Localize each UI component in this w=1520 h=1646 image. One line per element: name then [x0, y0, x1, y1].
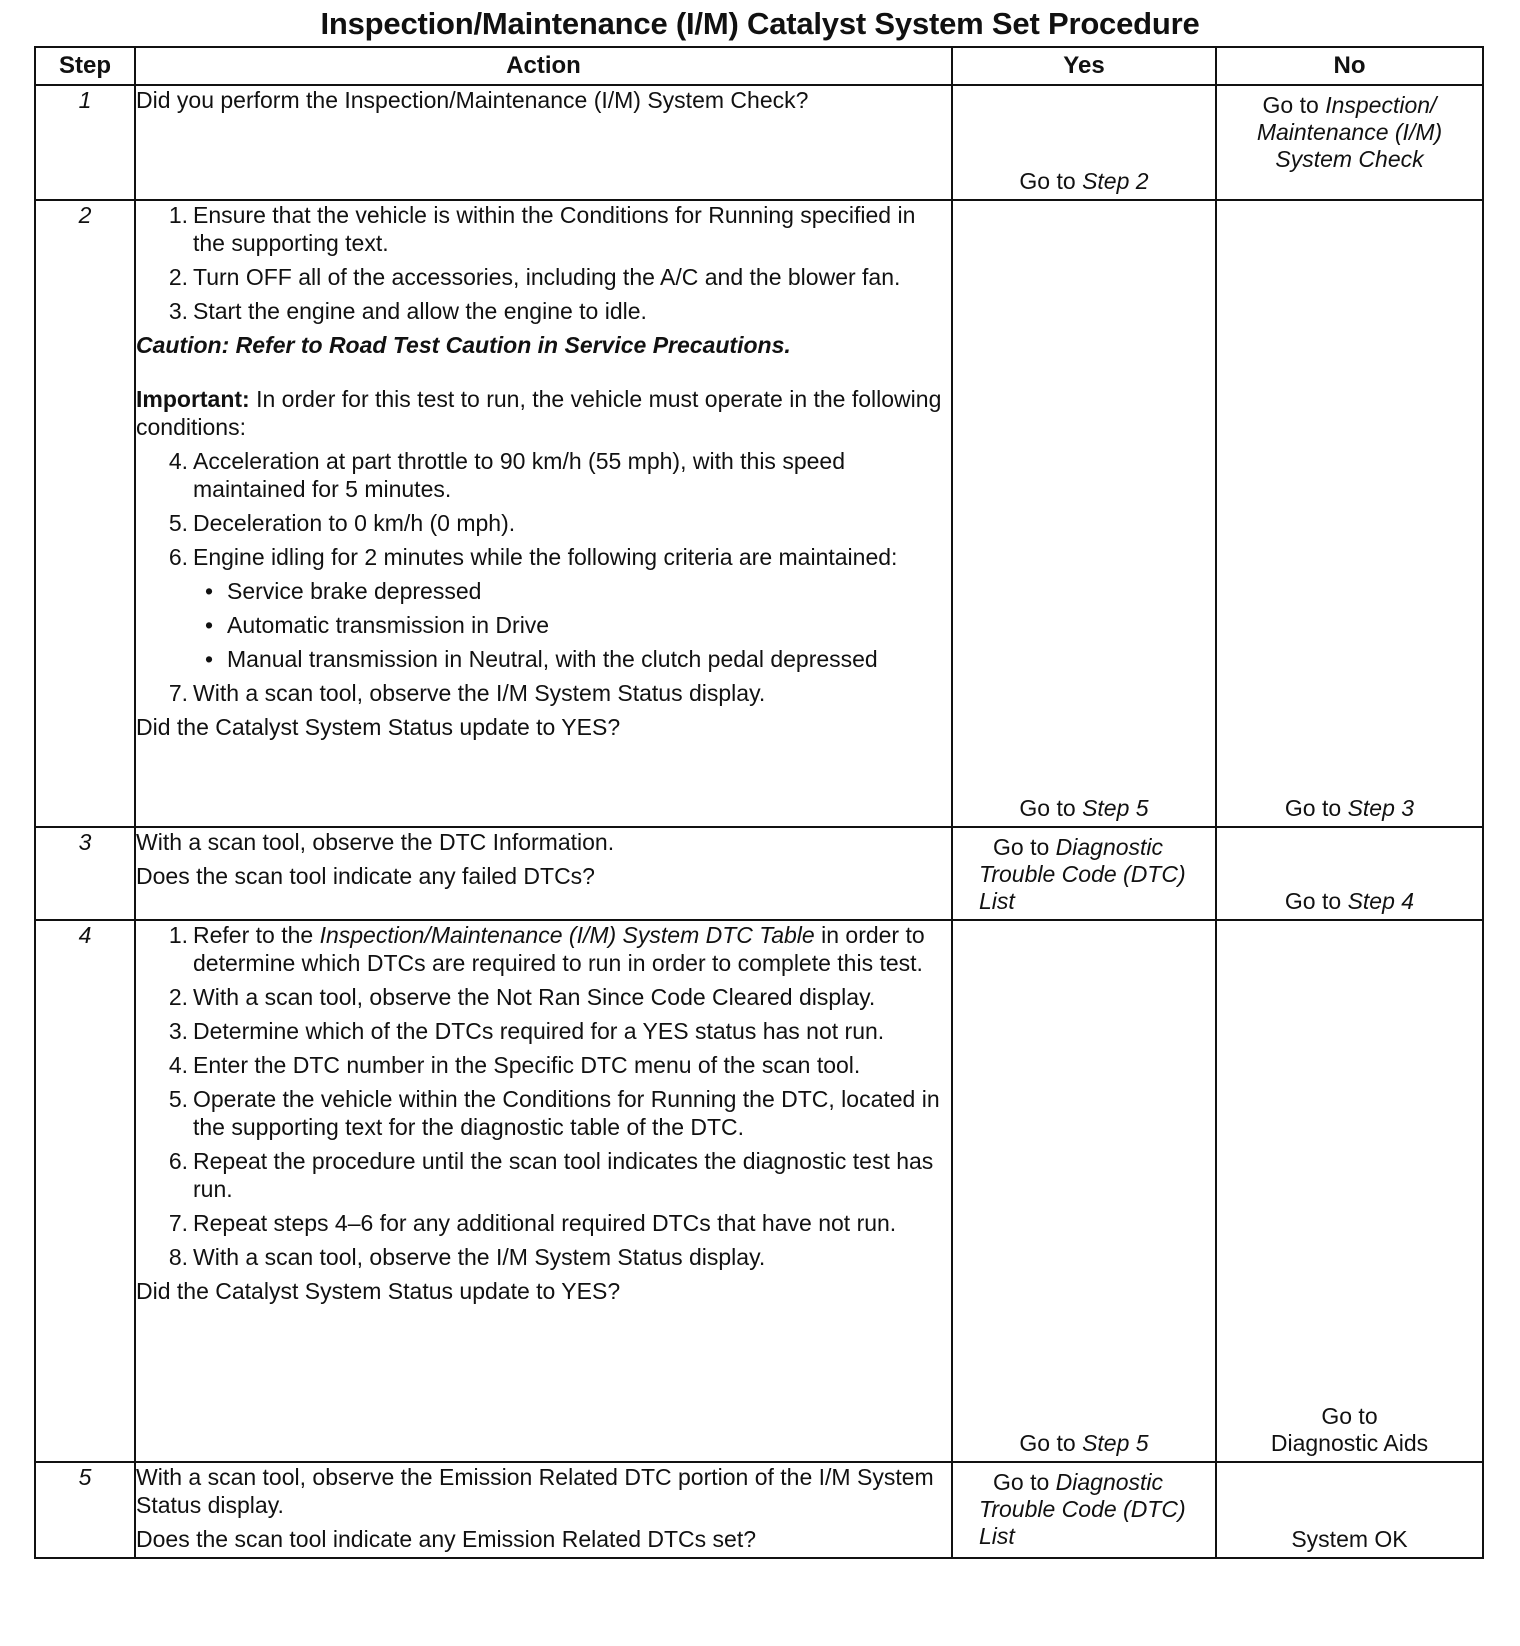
item-text: Acceleration at part throttle to 90 km/h (55 mph), with this speed maintained for 5 minutes. — [193, 448, 845, 502]
item-number: 3. — [168, 298, 188, 324]
list-item — [136, 1017, 951, 1045]
item-text: Refer to the — [193, 922, 314, 948]
question-text: Did the Catalyst System Status update to YES? — [136, 714, 621, 740]
bullet-item: • Manual transmission in Neutral, with the clutch pedal depressed — [205, 646, 878, 672]
ref-line: List — [979, 1523, 1015, 1549]
bullet-text: Manual transmission in Neutral, with the clutch pedal depressed — [227, 646, 878, 672]
ref-line: Diagnostic — [1055, 834, 1164, 860]
step-ref: Step 5 — [1082, 1430, 1149, 1456]
list-item: 1. Refer to the Inspection/Maintenance (I/M) System DTC Table in order to determine which DTCs are required to run in order to complete this test. — [168, 922, 925, 976]
item-number: 1. — [168, 202, 188, 228]
go-to-label: Go to — [1284, 888, 1342, 914]
item-number: 6. — [168, 544, 188, 570]
ref-line: Inspection/ — [1325, 92, 1437, 118]
list-item — [136, 1051, 951, 1079]
table-row — [35, 827, 1483, 920]
item-text: in order to determine which DTCs are required to run in order to complete this test. — [193, 922, 925, 976]
item-text: Repeat the procedure until the scan tool indicates the diagnostic test has run. — [193, 1148, 934, 1202]
item-number: 7. — [168, 1210, 188, 1236]
go-to-label: Go to — [993, 834, 1050, 860]
important-label: Important: — [136, 386, 250, 412]
go-to-label: Go to — [1019, 168, 1076, 194]
bullet-text: Automatic transmission in Drive — [227, 612, 550, 638]
list-item — [136, 263, 951, 291]
item-number: 3. — [168, 1018, 188, 1044]
item-number: 4. — [168, 1052, 188, 1078]
no-result: System OK — [1291, 1526, 1408, 1552]
item-text: Engine idling for 2 minutes while the following criteria are maintained: — [193, 544, 898, 570]
yes-link[interactable] — [953, 794, 1215, 822]
header-action: Action — [135, 47, 952, 85]
ref-line: Trouble Code (DTC) — [979, 861, 1186, 887]
important-note — [136, 385, 951, 441]
ref-line: System Check — [1275, 146, 1424, 172]
table-reference[interactable]: Inspection/Maintenance (I/M) System DTC Table — [319, 922, 815, 948]
item-text: Determine which of the DTCs required for a YES status has not run. — [193, 1018, 885, 1044]
no-link[interactable] — [1217, 887, 1482, 915]
instruction-text: With a scan tool, observe the Emission Related DTC portion of the I/M System Status display. — [136, 1464, 934, 1518]
go-to-label: Go to — [1284, 795, 1342, 821]
instruction-list — [136, 201, 951, 325]
go-to-label: Go to — [1019, 1430, 1076, 1456]
instruction-list — [136, 921, 951, 1271]
no-link[interactable] — [1217, 794, 1482, 822]
caution-note: Caution: Refer to Road Test Caution in Service Precautions. — [136, 332, 791, 358]
list-item — [136, 983, 951, 1011]
list-item — [136, 297, 951, 325]
action-cell — [135, 920, 952, 1462]
question-text: Did you perform the Inspection/Maintenance (I/M) System Check? — [136, 87, 809, 113]
item-text: Ensure that the vehicle is within the Conditions for Running specified in the supporting text. — [193, 202, 916, 256]
item-text: Turn OFF all of the accessories, including the A/C and the blower fan. — [193, 264, 901, 290]
list-item — [136, 679, 951, 707]
item-text: With a scan tool, observe the I/M System Status display. — [193, 1244, 766, 1270]
item-text: Start the engine and allow the engine to idle. — [193, 298, 647, 324]
question-text: Did the Catalyst System Status update to YES? — [136, 1278, 621, 1304]
yes-link[interactable] — [953, 1469, 1215, 1550]
item-text: With a scan tool, observe the Not Ran Since Code Cleared display. — [193, 984, 876, 1010]
yes-cell — [952, 85, 1216, 200]
item-text: Deceleration to 0 km/h (0 mph). — [193, 510, 516, 536]
no-cell — [1216, 85, 1483, 200]
go-to-label: Go to — [1019, 795, 1076, 821]
procedure-table — [34, 46, 1484, 1559]
list-item — [136, 1209, 951, 1237]
ref-line: Maintenance (I/M) — [1256, 119, 1443, 145]
go-to-label: Go to — [993, 1469, 1050, 1495]
table-row — [35, 200, 1483, 827]
question-text: Does the scan tool indicate any failed DTCs? — [136, 863, 595, 889]
item-number: 7. — [168, 680, 188, 706]
yes-cell — [952, 1462, 1216, 1558]
list-item — [136, 1147, 951, 1203]
table-row — [35, 85, 1483, 200]
step-number: 1 — [35, 85, 135, 200]
yes-link[interactable] — [953, 167, 1215, 195]
item-number: 6. — [168, 1148, 188, 1174]
bullet-item: • Service brake depressed — [205, 578, 482, 604]
item-text: With a scan tool, observe the I/M System Status display. — [193, 680, 766, 706]
question-text: Does the scan tool indicate any Emission Related DTCs set? — [136, 1526, 757, 1552]
instruction-list — [136, 447, 951, 707]
item-number: 2. — [168, 984, 188, 1010]
item-number: 5. — [168, 510, 188, 536]
ref-line: List — [979, 888, 1015, 914]
list-item — [136, 543, 951, 673]
no-cell — [1216, 827, 1483, 920]
yes-link[interactable] — [953, 1429, 1215, 1457]
go-to-label: Go to — [1321, 1403, 1378, 1429]
yes-cell — [952, 200, 1216, 827]
list-item — [136, 201, 951, 257]
no-link[interactable] — [1217, 1403, 1482, 1457]
step-number: 2 — [35, 200, 135, 827]
yes-cell — [952, 827, 1216, 920]
header-no: No — [1216, 47, 1483, 85]
bullet-item: • Automatic transmission in Drive — [205, 612, 550, 638]
step-ref: Diagnostic Aids — [1270, 1430, 1429, 1456]
no-link[interactable] — [1217, 92, 1482, 173]
table-row — [35, 920, 1483, 1462]
ref-line: Trouble Code (DTC) — [979, 1496, 1186, 1522]
yes-cell — [952, 920, 1216, 1462]
step-number: 5 — [35, 1462, 135, 1558]
list-item — [136, 1085, 951, 1141]
criteria-list — [193, 577, 951, 673]
list-item — [136, 447, 951, 503]
action-cell — [135, 200, 952, 827]
important-text: In order for this test to run, the vehicle must operate in the following conditions: — [136, 386, 942, 440]
action-cell — [135, 827, 952, 920]
page-title: Inspection/Maintenance (I/M) Catalyst System Set Procedure — [320, 6, 1200, 41]
no-cell — [1216, 1462, 1483, 1558]
item-text: Operate the vehicle within the Conditions for Running the DTC, located in the supporting text for the diagnostic table of the DTC. — [193, 1086, 940, 1140]
instruction-text: With a scan tool, observe the DTC Information. — [136, 829, 615, 855]
ref-line: Diagnostic — [1055, 1469, 1164, 1495]
list-item — [136, 1243, 951, 1271]
item-number: 8. — [168, 1244, 188, 1270]
step-ref: Step 5 — [1082, 795, 1149, 821]
step-ref: Step 3 — [1347, 795, 1415, 821]
table-row — [35, 1462, 1483, 1558]
action-cell — [135, 85, 952, 200]
go-to-label: Go to — [1262, 92, 1319, 118]
yes-link[interactable] — [953, 834, 1215, 915]
header-step: Step — [35, 47, 135, 85]
item-number: 2. — [168, 264, 188, 290]
step-ref: Step 4 — [1347, 888, 1415, 914]
header-row — [35, 47, 1483, 85]
no-cell — [1216, 200, 1483, 827]
item-number: 5. — [168, 1086, 188, 1112]
step-ref: Step 2 — [1082, 168, 1149, 194]
item-number: 4. — [168, 448, 188, 474]
item-text: Enter the DTC number in the Specific DTC menu of the scan tool. — [193, 1052, 861, 1078]
bullet-text: Service brake depressed — [227, 578, 482, 604]
header-yes: Yes — [952, 47, 1216, 85]
action-cell — [135, 1462, 952, 1558]
step-number: 4 — [35, 920, 135, 1462]
no-cell — [1216, 920, 1483, 1462]
item-text: Repeat steps 4–6 for any additional required DTCs that have not run. — [193, 1210, 897, 1236]
step-number: 3 — [35, 827, 135, 920]
list-item — [136, 509, 951, 537]
